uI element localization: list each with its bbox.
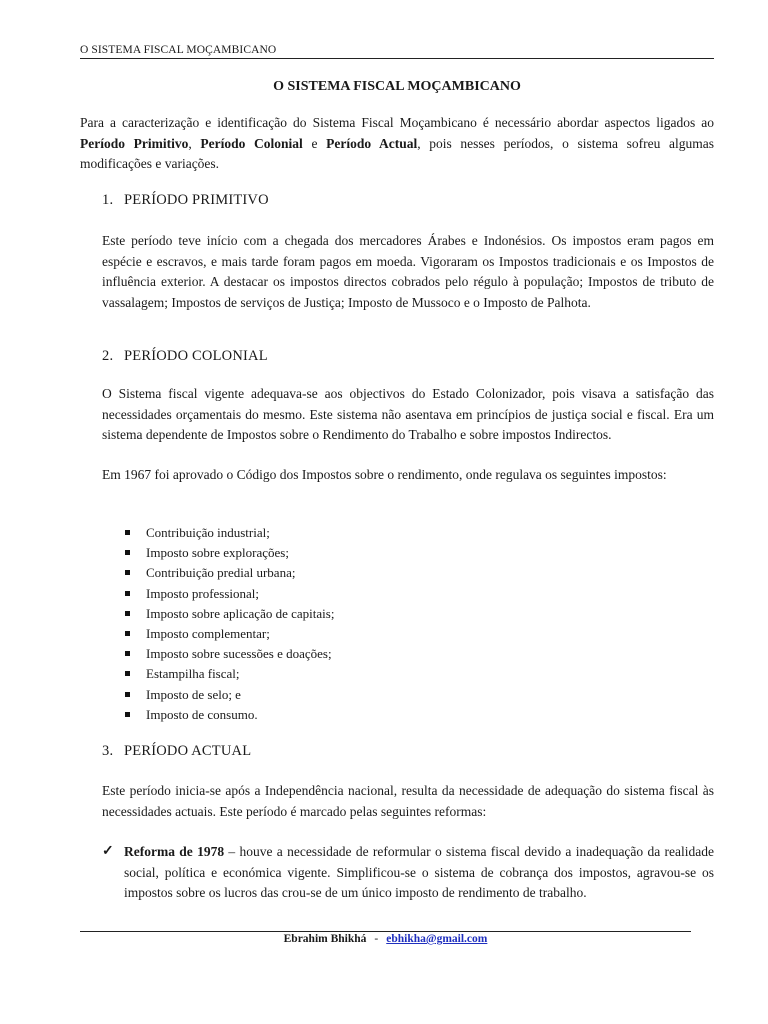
intro-text: e	[302, 135, 327, 151]
reform-item	[102, 842, 714, 904]
list-item-text: Imposto professional;	[146, 585, 260, 601]
list-item	[102, 563, 702, 583]
square-bullet-icon	[125, 530, 130, 535]
list-item-text: Estampilha fiscal;	[146, 666, 240, 682]
list-item-text: Imposto de consumo.	[146, 706, 258, 722]
intro-paragraph	[80, 113, 714, 175]
list-item	[102, 644, 702, 664]
list-item	[102, 664, 702, 684]
list-item	[102, 523, 702, 543]
section-heading-primitive	[102, 192, 269, 209]
reform-title: Reforma de 1978	[124, 844, 225, 859]
square-bullet-icon	[125, 631, 130, 636]
checkmark-icon: ✓	[102, 844, 114, 859]
square-bullet-icon	[125, 712, 130, 717]
intro-text: Para a caracterização e identificação do Sistema Fiscal Moçambicano é necessário abordar aspectos ligados ao	[80, 115, 714, 130]
section-title: PERÍODO COLONIAL	[124, 348, 268, 364]
intro-bold-colonial: Período Colonial	[200, 135, 303, 151]
document-title: O SISTEMA FISCAL MOÇAMBICANO	[273, 79, 521, 94]
reform-description: – houve a necessidade de reformular o sistema fiscal devido a inadequação da realidade social, política e económica vigente. Simplificou-se o sistema de cobrança dos impostos, agravou-se os impostos sobre os lucros das crou-se de um único imposto de rendimento de trabalho.	[124, 844, 714, 900]
list-item-text: Imposto sobre sucessões e doações;	[146, 646, 332, 662]
intro-bold-primitive: Período Primitivo	[80, 135, 189, 151]
square-bullet-icon	[125, 570, 130, 575]
section-number: 1.	[102, 192, 114, 208]
section-paragraph: Este período inicia-se após a Independência nacional, resulta da necessidade de adequação do sistema fiscal às necessidades actuais. Este período é marcado pelas seguintes reformas:	[102, 783, 714, 819]
section-number: 3.	[102, 743, 114, 759]
list-item-text: Imposto sobre explorações;	[146, 545, 289, 561]
running-header: O SISTEMA FISCAL MOÇAMBICANO	[80, 44, 714, 59]
intro-text: ,	[188, 135, 201, 151]
section-heading-actual	[102, 743, 251, 760]
list-item	[102, 584, 702, 604]
reform-text	[124, 842, 714, 904]
section-title: PERÍODO ACTUAL	[124, 743, 252, 759]
list-item	[102, 624, 702, 644]
footer-divider	[80, 931, 691, 932]
square-bullet-icon	[125, 671, 130, 676]
list-item	[102, 543, 702, 563]
list-item-text: Imposto complementar;	[146, 626, 270, 642]
list-item-text: Imposto de selo; e	[146, 686, 241, 702]
list-item	[102, 705, 702, 725]
list-item	[102, 685, 702, 705]
section-number: 2.	[102, 348, 114, 364]
footer-email-link[interactable]: ebhikha@gmail.com	[386, 933, 488, 945]
square-bullet-icon	[125, 550, 130, 555]
section-paragraph: O Sistema fiscal vigente adequava-se aos objectivos do Estado Colonizador, pois visava a satisfação das necessidades orçamentais do mesmo. Este sistema não asentava em princípios de justiça social e fiscal. Era um sistema dependente de Impostos sobre o Rendimento do Trabalho e sobre impostos Indirectos.	[102, 386, 714, 442]
list-item-text: Imposto sobre aplicação de capitais;	[146, 605, 335, 621]
list-item-text: Contribuição industrial;	[146, 525, 270, 540]
section-heading-colonial	[102, 348, 268, 365]
intro-text: , pois nesses períodos, o sistema sofreu algumas modificações e variações.	[80, 135, 714, 171]
page-footer	[80, 933, 691, 945]
square-bullet-icon	[125, 651, 130, 656]
square-bullet-icon	[125, 591, 130, 596]
footer-separator: -	[374, 933, 379, 945]
square-bullet-icon	[125, 611, 130, 616]
section-paragraph: Em 1967 foi aprovado o Código dos Impostos sobre o rendimento, onde regulava os seguintes impostos:	[102, 467, 667, 482]
intro-bold-actual: Período Actual	[326, 135, 418, 151]
section-title: PERÍODO PRIMITIVO	[124, 192, 269, 208]
footer-author: Ebrahim Bhikhá	[283, 933, 367, 945]
list-item-text: Contribuição predial urbana;	[146, 565, 296, 581]
tax-list	[102, 523, 702, 725]
square-bullet-icon	[125, 692, 130, 697]
list-item	[102, 604, 702, 624]
section-paragraph: Este período teve início com a chegada dos mercadores Árabes e Indonésios. Os impostos eram pagos em espécie e escravos, e mais tarde foram pagos em moeda. Vigoraram os Impostos tradicionais e os Impostos de influência exterior. A destacar os impostos directos cobrados pelo régulo à população; Impostos de tributo de vassalagem; Impostos de serviços de Justiça; Imposto de Mussoco e o Imposto de Palhota.	[102, 233, 714, 310]
